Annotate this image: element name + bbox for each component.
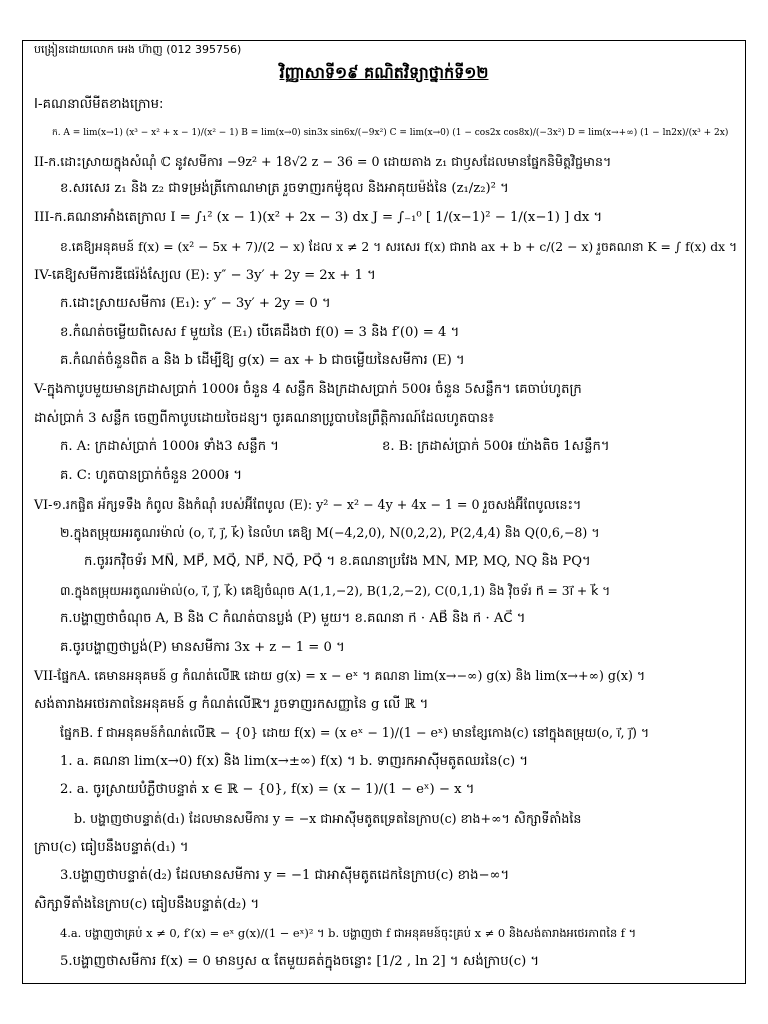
section-1-heading: I-គណនាលីមីតខាងក្រោម: [34, 97, 164, 112]
section-3-part-a: III-ក.គណនាអាំងតេក្រាល I = ∫₁² (x − 1)(x² + 2x − 3) dx J = ∫₋₁⁰ [ 1/(x−1)² − 1/(x−1) ] dx ។ [34, 210, 603, 225]
section-5-line-2: ដាស់ប្រាក់ 3 សន្លឹក ចេញពីកាបូបដោយចៃដន្យ។ ចូរគណនាប្រូបាបនៃព្រឹត្តិការណ៍ដែលហូតបាន៖ [34, 411, 495, 426]
section-7-q4: 4.a. បង្ហាញថាគ្រប់ x ≠ 0, f′(x) = eˣ g(x)/(1 − eˣ)² ។ b. បង្ហាញថា f ជាអនុគមន៍ចុះគ្រប់ x ≠ 0 និងសង់តារាងអថេរភាពនៃ f ។ [60, 926, 637, 940]
section-4-heading: IV-គេឱ្យសមីការឌីផេរ៉ង់ស្យែល (E): y″ − 3y′ + 2y = 2x + 1 ។ [34, 268, 376, 283]
section-7-q2b-line-1: b. បង្ហាញថាបន្ទាត់(d₁) ដែលមានសមីការ y = −x ជាអាស៊ីមតូតទ្រេតនៃក្រាប(c) ខាង+∞។ សិក្សាទីតាំងនៃ [74, 811, 582, 826]
section-3-part-b: ខ.គេឱ្យអនុគមន៍ f(x) = (x² − 5x + 7)/(2 − x) ដែល x ≠ 2 ។ សរសេរ f(x) ជារាង ax + b + c/(2 − x) រួចគណនា K = ∫ f(x) dx ។ [60, 240, 738, 254]
section-4-part-a: ក.ដោះស្រាយសមីការ (E₁): y″ − 3y′ + 2y = 0 ។ [60, 296, 331, 311]
section-7-q2b-line-2: ក្រាប(c) ធៀបនឹងបន្ទាត់(d₁) ។ [34, 840, 189, 855]
section-7-q5: 5.បង្ហាញថាសមីការ f(x) = 0 មានឫស α តែមួយគត់ក្នុងចន្លោះ [1/2 , ln 2] ។ សង់ក្រាប(c) ។ [60, 954, 540, 969]
section-7-q2a: 2. a. ចូរស្រាយបំភ្លឺថាបន្ទាត់ x ∈ ℝ − {0}, f(x) = (x − 1)/(1 − eˣ) − x ។ [60, 782, 475, 797]
section-7-part-b-intro: ផ្នែកB. f ជាអនុគមន៍កំណត់លើℝ − {0} ដោយ f(x) = (x eˣ − 1)/(1 − eˣ) មានខ្សែកោង(c) នៅក្នុងតម្រុយ(o, i⃗, j⃗) ។ [60, 725, 650, 740]
section-5-line-1: V-ក្នុងកាបូបមួយមានក្រដាសប្រាក់ 1000៛ ចំនួន 4 សន្លឹក និងក្រដាសប្រាក់ 500៛ ចំនួន 5សន្លឹក។ គេចាប់ហូតក្រ [34, 382, 582, 397]
section-7-q3-line-1: 3.បង្ហាញថាបន្ទាត់(d₂) ដែលមានសមីការ y = −1 ជាអាស៊ីមតូតដេកនៃក្រាប(c) ខាង−∞។ [60, 868, 510, 883]
section-6-q3-parts: ក.បង្ហាញថាចំណុច A, B និង C កំណត់បានប្លង់ (P) មួយ។ ខ.គណនា n⃗ · AB⃗ និង n⃗ · AC⃗ ។ [60, 611, 526, 626]
section-6-q3: ៣.ក្នុងតម្រុយអរតូណរម៉ាល់(o, i⃗, j⃗, k⃗) គេឱ្យចំណុច A(1,1,−2), B(1,2,−2), C(0,1,1) និង វ៉ិចទ័រ n⃗ = 3i⃗ + k⃗ ។ [60, 584, 611, 598]
section-6-q3-part-c: គ.ចូរបង្ហាញថាប្លង់(P) មានសមីការ 3x + z − 1 = 0 ។ [60, 640, 345, 655]
section-6-q2: ២.ក្នុងតម្រុយអរតូណរម៉ាល់ (o, i⃗, j⃗, k⃗) នៃលំហ គេឱ្យ M(−4,2,0), N(0,2,2), P(2,4,4) និង Q(0,6,−8) ។ [60, 525, 600, 540]
section-6-q2-parts: ក.ចូររកវ៉ិចទ័រ MN⃗, MP⃗, MQ⃗, NP⃗, NQ⃗, PQ⃗ ។ ខ.គណនាប្រវែង MN, MP, MQ, NQ និង PQ។ [84, 554, 591, 569]
section-7-q3-line-2: សិក្សាទីតាំងនៃក្រាប(c) ធៀបនឹងបន្ទាត់(d₂) ។ [34, 897, 260, 912]
section-7-q1: 1. a. គណនា lim(x→0) f(x) និង lim(x→±∞) f(x) ។ b. ទាញរកអាស៊ីមតូតឈរនៃ(c) ។ [60, 754, 529, 769]
section-7-part-a-line-2: សង់តារាងអថេរភាពនៃអនុគមន៍ g កំណត់លើℝ។ រួចទាញរកសញ្ញានៃ g លើ ℝ ។ [34, 697, 429, 712]
section-5-part-c: គ. C: ហូតបានប្រាក់ចំនួន 2000៛ ។ [60, 468, 243, 483]
author-note: បង្រៀនដោយលោក អេង ហ៊ាញ (012 395756) [34, 43, 242, 56]
page-title: វិញ្ញាសាទី១៩ គណិតវិទ្យាថ្នាក់ទី១២ [279, 63, 489, 82]
section-7-part-a-line-1: VII-ផ្នែកA. គេមានអនុគមន៍ g កំណត់លើℝ ដោយ g(x) = x − eˣ ។ គណនា lim(x→−∞) g(x) និង lim(x→+∞) g(x) ។ [34, 668, 646, 683]
section-4-part-b: ខ.កំណត់ចម្លើយពិសេស f មួយនៃ (E₁) បើគេដឹងថា f(0) = 3 និង f′(0) = 4 ។ [60, 325, 460, 340]
section-6-q1: VI-១.រកផ្ចិត អ័ក្សទទឹង កំពូល និងកំណុំ របស់អ៊ីពែបូល (E): y² − x² − 4y + 4x − 1 = 0 រួចសង់អ៊ីពែបូលនេះ។ [34, 497, 582, 512]
section-2-part-a: II-ក.ដោះស្រាយក្នុងសំណុំ ℂ នូវសមីការ −9z² + 18√2 z − 36 = 0 ដោយតាង z₁ ជាឫសដែលមានផ្នែកនិមិត្តវិជ្ជមាន។ [34, 154, 612, 169]
section-1-limits: ក. A = lim(x→1) (x³ − x² + x − 1)/(x² − 1) B = lim(x→0) sin3x sin6x/(−9x²) C = lim(x→0) (1 − cos2x cos8x)/(−3x²) D = lim(x→+∞) (1 − ln2x)/(x³ + 2x) [52, 128, 729, 138]
section-5-part-a: ក. A: ក្រដាស់ប្រាក់ 1000៛ ទាំង3 សន្លឹក ។ [60, 439, 280, 454]
section-4-part-c: គ.កំណត់ចំនួនពិត a និង b ដើម្បីឱ្យ g(x) = ax + b ជាចម្លើយនៃសមីការ (E) ។ [60, 353, 465, 368]
section-5-part-b: ខ. B: ក្រដាស់ប្រាក់ 500៛ យ៉ាងតិច 1សន្លឹក។ [382, 439, 610, 454]
section-2-part-b: ខ.សរសេរ z₁ និង z₂ ជាទម្រង់ត្រីកោណមាត្រ រួចទាញរកម៉ូឌុល និងអាគុយម៉ង់នៃ (z₁/z₂)² ។ [60, 181, 509, 196]
